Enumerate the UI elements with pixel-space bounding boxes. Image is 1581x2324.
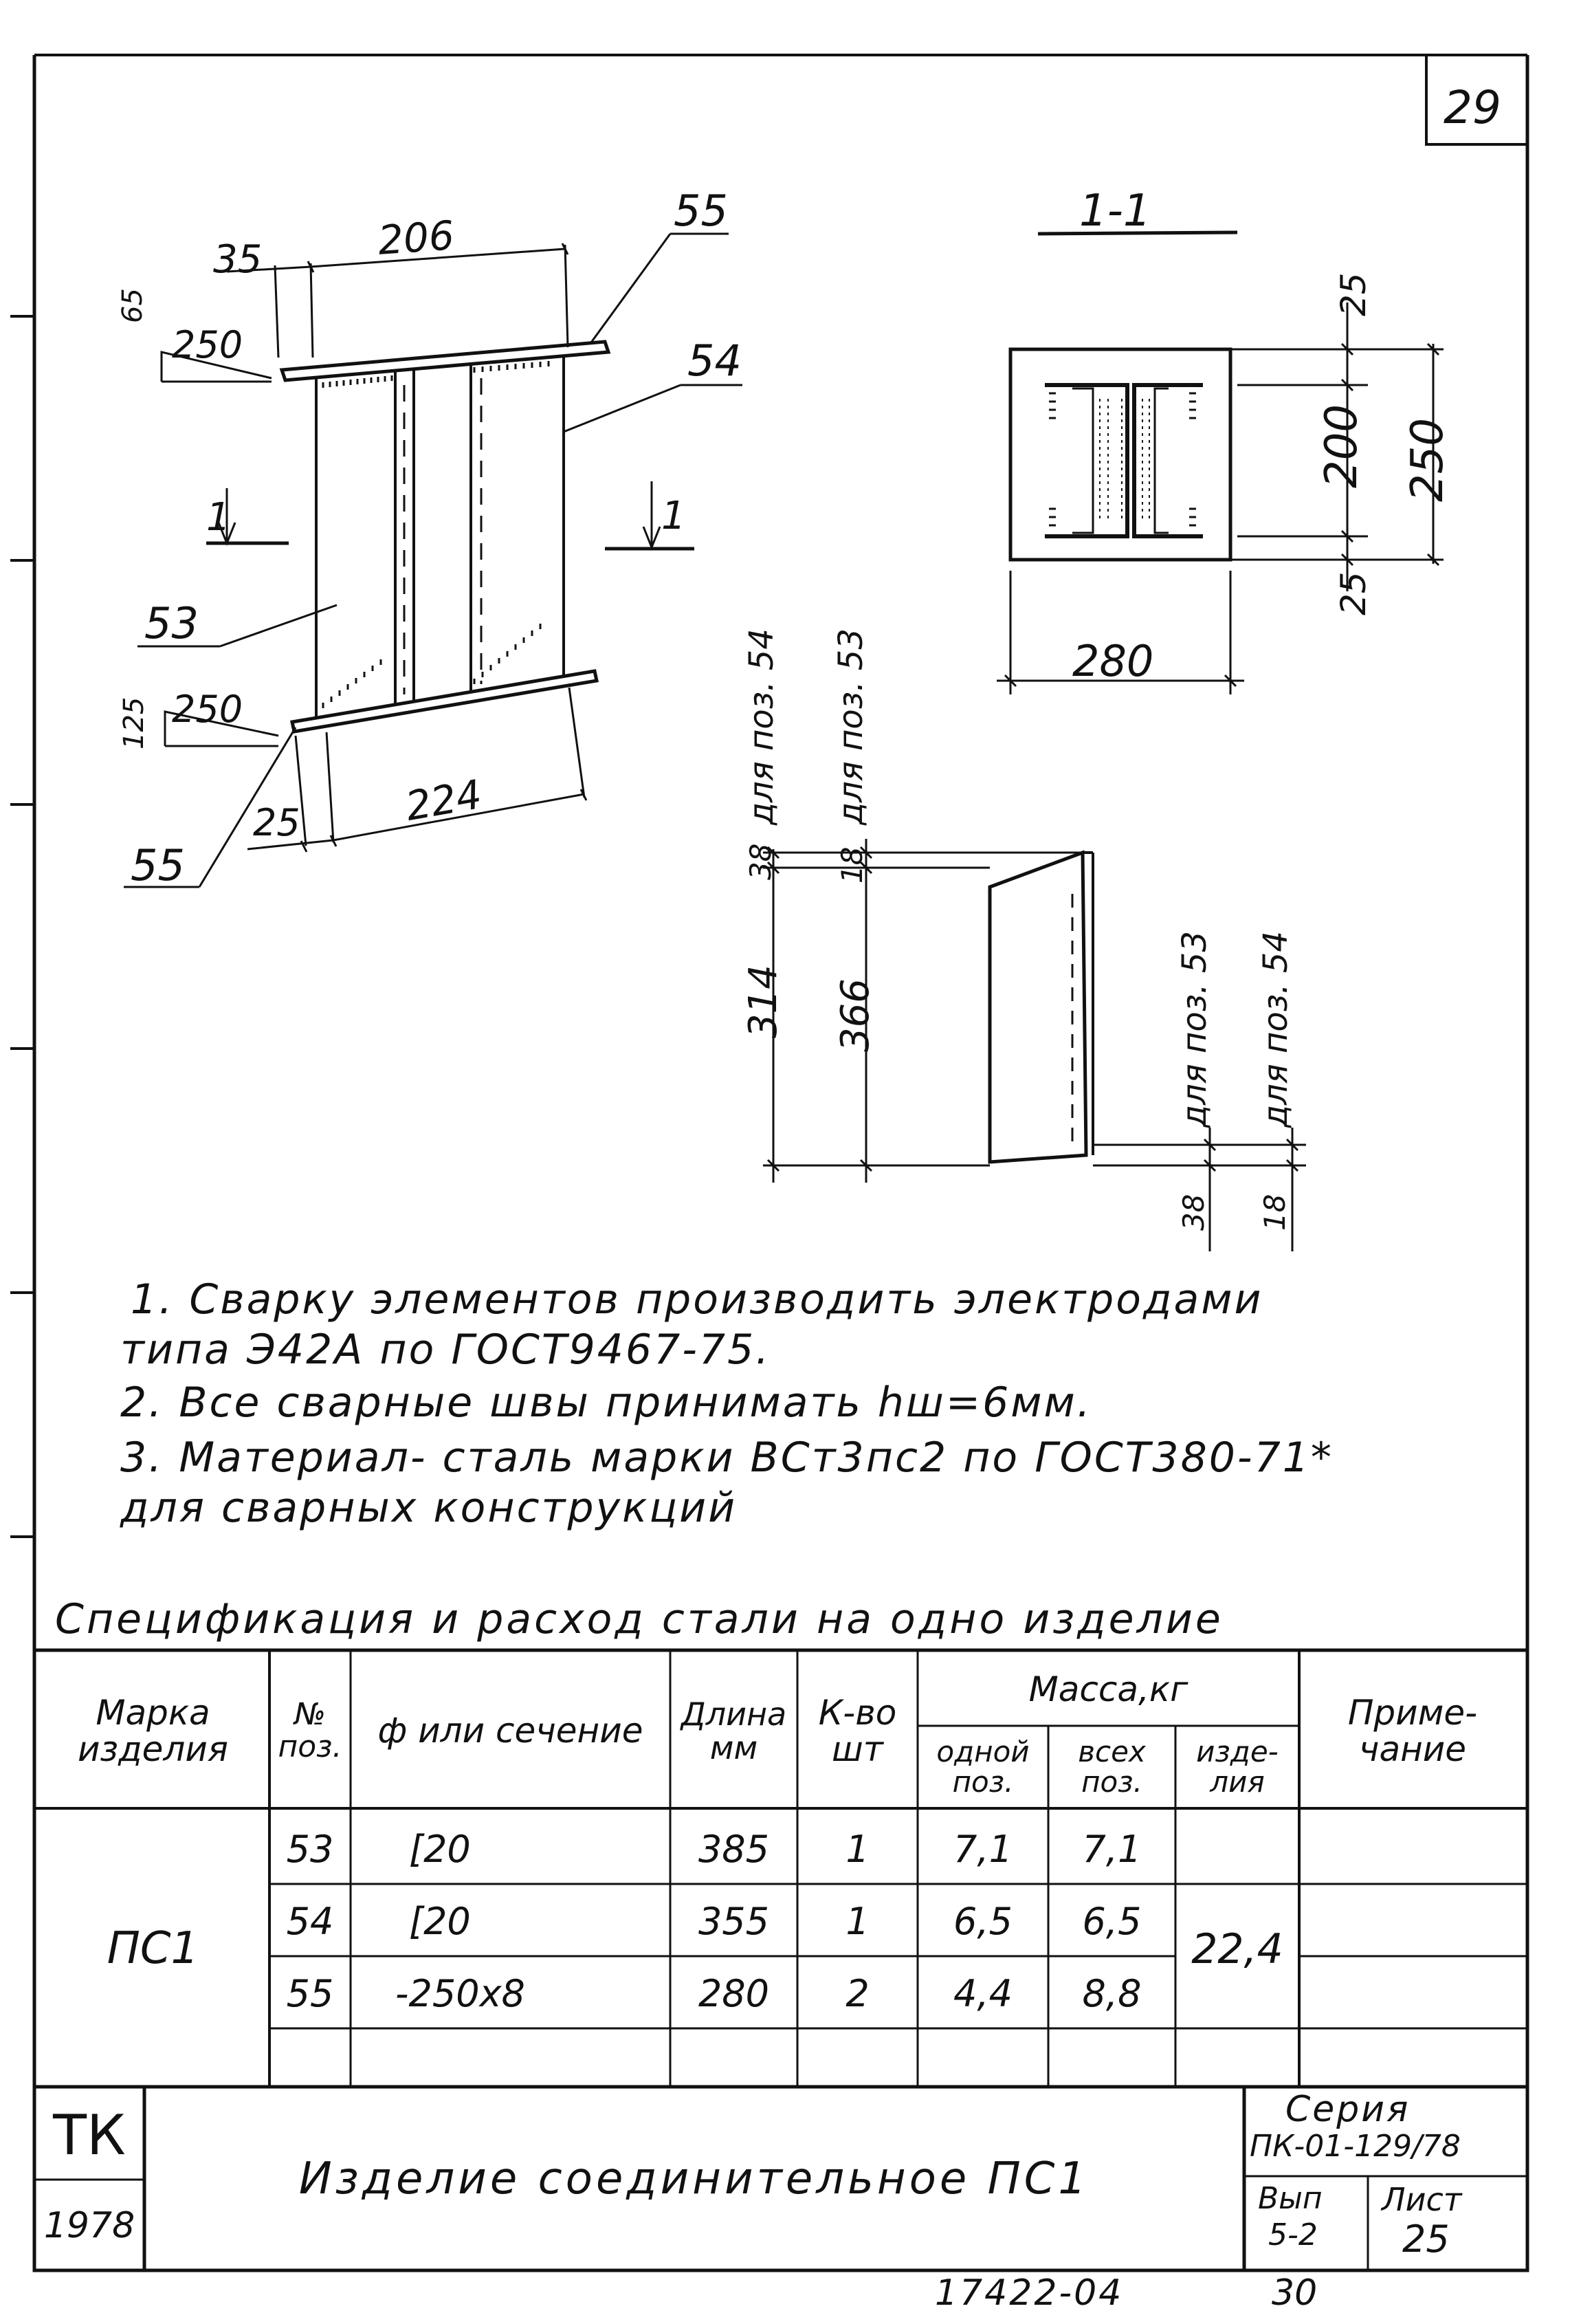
row-pos: 54 — [286, 1899, 334, 1943]
plate-for54-top: для поз. 54 — [742, 628, 781, 825]
row-qty: 1 — [845, 1899, 870, 1943]
spec-header-qty: К-во шт — [818, 1693, 897, 1769]
row-qty: 1 — [845, 1827, 870, 1871]
row-length: 385 — [698, 1827, 770, 1871]
row-length: 355 — [698, 1899, 770, 1943]
row-mass-one: 6,5 — [953, 1899, 1013, 1943]
plate-dim-18-bottom: 18 — [1258, 1194, 1292, 1231]
spec-header-mark: Марка изделия — [78, 1693, 228, 1769]
spec-header-length: Длина мм — [681, 1696, 787, 1766]
dim-206: 206 — [376, 212, 456, 264]
spec-header-mass: Масса,кг — [1028, 1669, 1188, 1710]
plate-for53-top: для поз. 53 — [832, 628, 870, 825]
dim-35: 35 — [213, 237, 263, 282]
row-length: 280 — [698, 1971, 770, 2015]
label-pos-55-bottom: 55 — [131, 840, 185, 890]
footer-code: 17422-04 — [935, 2272, 1124, 2314]
spec-header-section: ф или сечение — [377, 1711, 643, 1751]
row-mass-all: 6,5 — [1082, 1899, 1142, 1943]
plate-dim-314: 314 — [741, 965, 786, 1038]
note-line: 1. Сварку элементов производить электродами — [131, 1275, 1263, 1324]
row-section: [20 — [409, 1827, 471, 1871]
spec-mark-value: ПС1 — [107, 1923, 199, 1975]
plate-dim-38-top: 38 — [744, 843, 777, 880]
row-mass-one: 7,1 — [953, 1827, 1013, 1871]
section-dim-280: 280 — [1072, 636, 1154, 686]
dim-25-iso: 25 — [253, 801, 300, 844]
label-pos-54: 54 — [687, 336, 742, 386]
spec-item-mass: 22,4 — [1191, 1925, 1283, 1973]
row-section: [20 — [409, 1899, 471, 1943]
title-block-sheet-value: 25 — [1402, 2217, 1450, 2261]
footer-page: 30 — [1272, 2272, 1318, 2314]
section-dim-25-bottom: 25 — [1334, 571, 1373, 615]
margin-ticks — [10, 316, 34, 1537]
spec-header-mass-all: всех поз. — [1078, 1734, 1146, 1799]
note-line: 2. Все сварные швы принимать hш=6мм. — [120, 1379, 1092, 1427]
label-pos-53: 53 — [144, 598, 199, 648]
section-dim-25-top: 25 — [1334, 272, 1373, 316]
row-pos: 55 — [286, 1971, 334, 2015]
section-dim-250: 250 — [1402, 417, 1453, 502]
spec-header-mass-one: одной поз. — [936, 1734, 1030, 1799]
row-mass-all: 7,1 — [1082, 1827, 1142, 1871]
plate-dim-38-bottom: 38 — [1177, 1194, 1210, 1231]
sheet-number: 29 — [1444, 81, 1501, 134]
title-block-year: 1978 — [43, 2205, 135, 2246]
row-qty: 2 — [845, 1971, 870, 2015]
plate-for53-right: для поз. 53 — [1175, 931, 1214, 1128]
spec-title: Спецификация и расход стали на одно изделие — [55, 1595, 1224, 1643]
row-mass-all: 8,8 — [1082, 1971, 1142, 2015]
plate-dim-366: 366 — [833, 978, 878, 1052]
title-block-issue-label: Вып — [1258, 2181, 1323, 2216]
cut-mark-left: 1 — [206, 495, 231, 540]
note-line: 3. Материал- сталь марки ВСт3пс2 по ГОСТ380-71* — [120, 1434, 1334, 1482]
title-block-org: ТК — [53, 2103, 126, 2167]
title-block-series-label: Серия — [1285, 2089, 1411, 2130]
section-title: 1-1 — [1079, 186, 1151, 237]
dim-125: 125 — [118, 697, 150, 749]
dim-65: 65 — [117, 288, 148, 323]
cut-mark-right: 1 — [661, 494, 686, 538]
dim-250-bottom: 250 — [172, 688, 243, 731]
plate-dim-18-top: 18 — [835, 846, 869, 884]
row-mass-one: 4,4 — [953, 1971, 1013, 2015]
title-block-series-value: ПК-01-129/78 — [1250, 2129, 1461, 2164]
plate-for54-right: для поз. 54 — [1257, 931, 1295, 1128]
title-block-sheet-label: Лист — [1382, 2181, 1462, 2218]
dim-250-top: 250 — [172, 323, 243, 366]
dim-224: 224 — [401, 770, 485, 831]
spec-header-note: Приме- чание — [1347, 1693, 1478, 1769]
note-line: типа Э42А по ГОСТ9467-75. — [120, 1326, 771, 1374]
note-line: для сварных конструкций — [120, 1484, 738, 1532]
title-block-name: Изделие соединительное ПС1 — [298, 2153, 1090, 2204]
label-pos-55-top: 55 — [674, 186, 728, 236]
row-pos: 53 — [286, 1827, 334, 1871]
section-dim-200: 200 — [1316, 404, 1367, 488]
title-block-issue-value: 5-2 — [1268, 2217, 1318, 2252]
spec-header-mass-item: изде- лия — [1196, 1734, 1279, 1799]
section-view — [997, 232, 1444, 694]
row-section: -250x8 — [395, 1971, 525, 2015]
spec-header-pos: № поз. — [278, 1697, 342, 1764]
